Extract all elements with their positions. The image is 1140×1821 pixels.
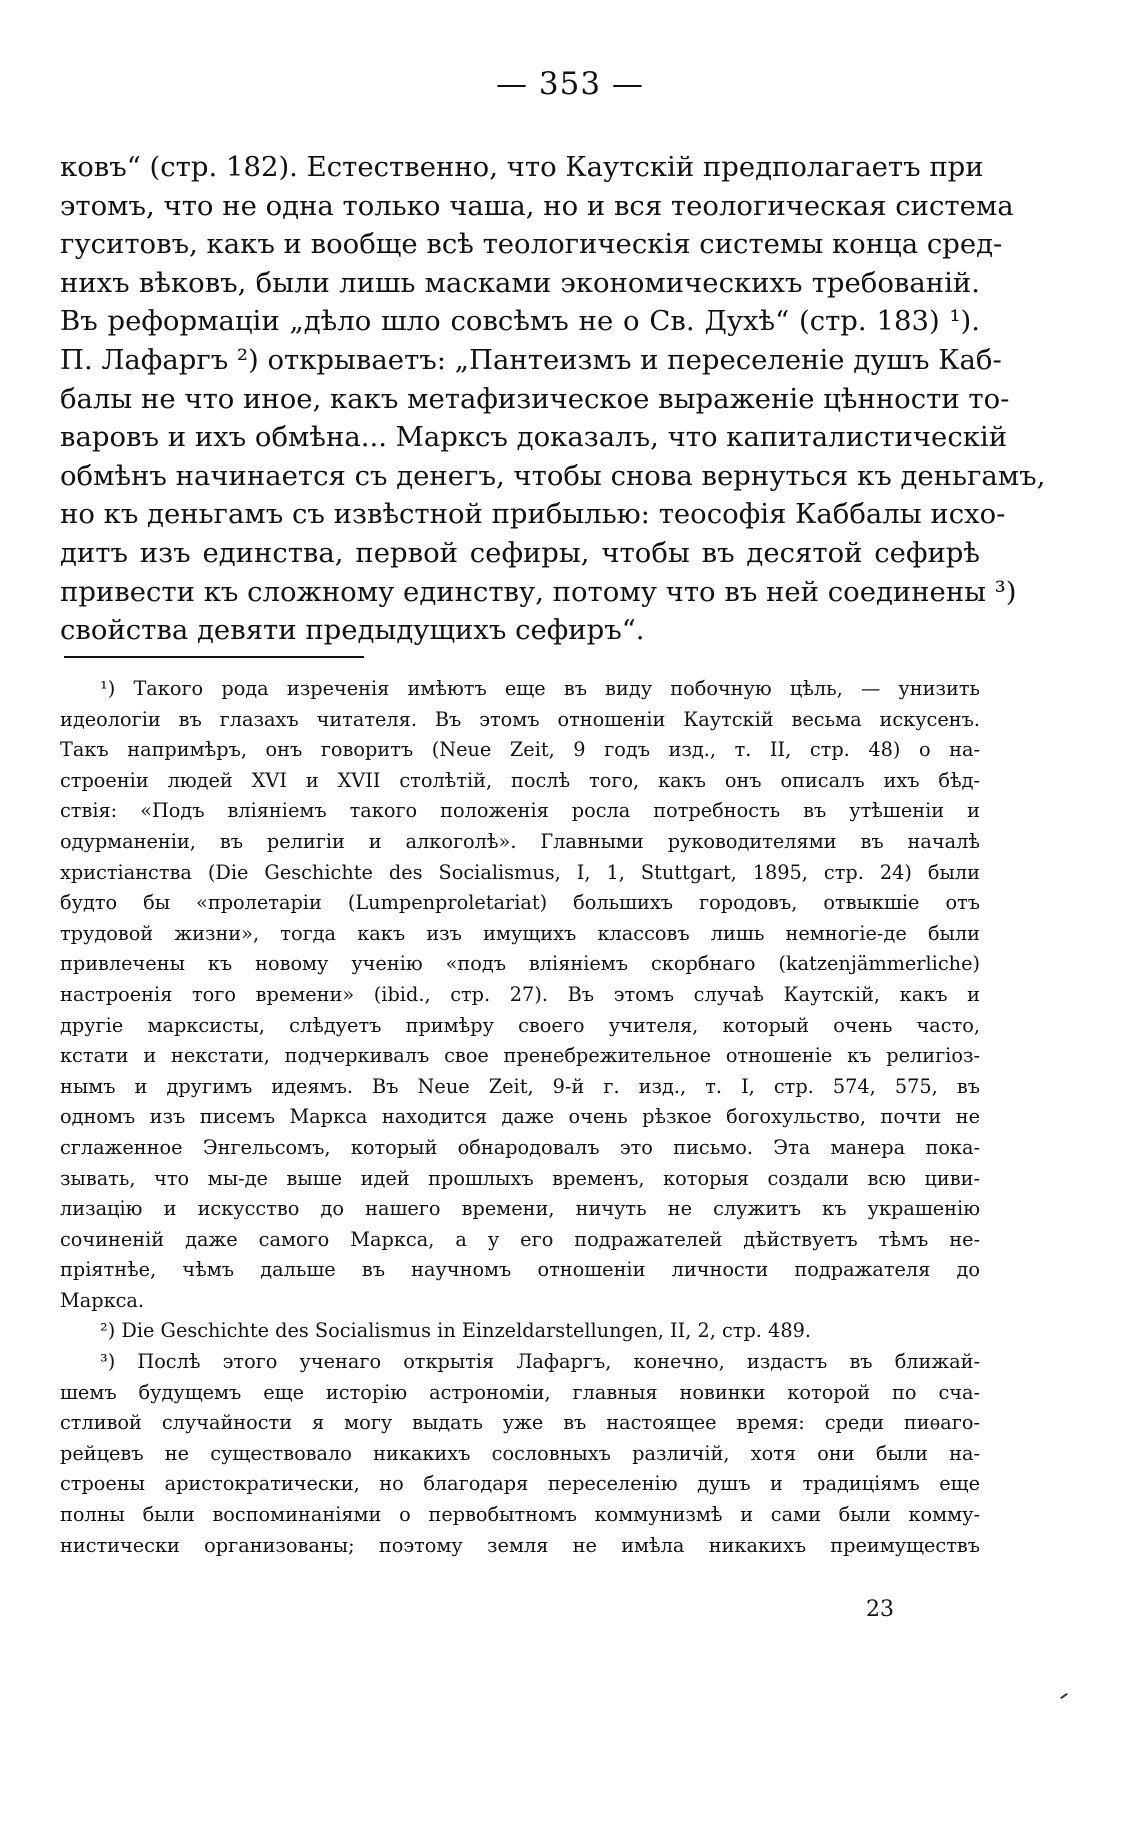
main-text-block [60, 148, 1046, 650]
footnote-line: Такъ напримѣръ, онъ говоритъ (Neue Zeit, 9 годъ изд., т. II, стр. 48) о на- [60, 738, 980, 762]
footnote-line: ¹) Такого рода изреченія имѣютъ еще въ виду побочную цѣль, — унизить [100, 677, 980, 700]
footnote-line: рейцевъ не существовало никакихъ сословныхъ различій, хотя они были на- [60, 1441, 980, 1465]
footnote-line: Маркса. [60, 1288, 145, 1312]
footnote-line: настроенія того времени» (ibid., стр. 27). Въ этомъ случаѣ Каутскій, какъ и [60, 982, 980, 1006]
text-line: этомъ, что не одна только чаша, но и вся теологическая система [60, 189, 1014, 222]
footnote-line: строены аристократически, но благодаря переселенію душъ и традиціямъ еще [60, 1472, 980, 1496]
text-line: но къ деньгамъ съ извѣстной прибылью: теософія Каббалы исхо- [60, 498, 1006, 531]
text-line: балы не что иное, какъ метафизическое выраженіе цѣнности то- [60, 382, 1010, 415]
footnote-line: христіанства (Die Geschichte des Socialismus, I, 1, Stuttgart, 1895, стр. 24) были [60, 860, 980, 884]
stray-mark [1060, 1693, 1068, 1699]
text-line: нихъ вѣковъ, были лишь масками экономическихъ требованій. [60, 266, 980, 299]
footnote-line: нистически организованы; поэтому земля не имѣла никакихъ преимуществъ [60, 1533, 980, 1557]
footnote-line: ствія: «Подъ вліяніемъ такого положенія росла потребность въ утѣшеніи и [60, 799, 980, 823]
footnote-line: стливой случайности я могу выдать уже въ настоящее время: среди пиѳаго- [60, 1411, 980, 1435]
text-line: дитъ изъ единства, первой сефиры, чтобы въ десятой сефирѣ [60, 536, 980, 569]
page-number: — 353 — [496, 66, 644, 102]
footnote-line: пріятнѣе, чѣмъ дальше въ научномъ отношеніи личности подражателя до [60, 1258, 980, 1282]
footnote-line: другіе марксисты, слѣдуетъ примѣру своего учителя, который очень часто, [60, 1013, 980, 1037]
footnote-line: одурманеніи, въ религіи и алкоголѣ». Главными руководителями въ началѣ [60, 829, 980, 853]
footnote-line: полны были воспоминаніями о первобытномъ коммунизмѣ и сами были комму- [60, 1503, 980, 1527]
footnote-line: будто бы «пролетаріи (Lumpenproletariat) большихъ городовъ, отвыкшіе отъ [60, 891, 980, 915]
footnote-line: идеологіи въ глазахъ читателя. Въ этомъ отношеніи Каутскій весьма искусенъ. [60, 707, 980, 731]
footnote-separator [64, 656, 364, 658]
footnote-line: привлечены къ новому ученію «подъ вліяніемъ скорбнаго (katzenjämmerliche) [60, 952, 980, 976]
text-line: привести къ сложному единству, потому что въ ней соединены ³) [60, 575, 1017, 608]
footnote-line: сочиненій даже самого Маркса, а у его подражателей дѣйствуетъ тѣмъ не- [60, 1227, 980, 1251]
text-line: ковъ“ (стр. 182). Естественно, что Каутскій предполагаетъ при [60, 151, 984, 183]
footnote-line: ²) Die Geschichte des Socialismus in Einzeldarstellungen, II, 2, стр. 489. [100, 1319, 811, 1343]
printer-signature: 23 [866, 1597, 894, 1622]
footnote-line: сглаженное Энгельсомъ, который обнародовалъ это письмо. Эта манера пока- [60, 1135, 980, 1159]
footnote-line: нымъ и другимъ идеямъ. Въ Neue Zeit, 9-й г. изд., т. I, стр. 574, 575, въ [60, 1074, 980, 1098]
footnotes-block [60, 674, 980, 1561]
footnote-line: зывать, что мы-де выше идей прошлыхъ временъ, которыя создали всю циви- [60, 1166, 980, 1190]
text-line: П. Лафаргъ ²) открываетъ: „Пантеизмъ и переселеніе душъ Каб- [60, 343, 1002, 376]
text-line: Въ реформаціи „дѣло шло совсѣмъ не о Св. Духѣ“ (стр. 183) ¹). [60, 305, 980, 338]
text-line: варовъ и ихъ обмѣна... Марксъ доказалъ, что капиталистическій [60, 421, 1008, 454]
text-line: гуситовъ, какъ и вообще всѣ теологическія системы конца сред- [60, 228, 1003, 261]
footnote-line: лизацію и искусство до нашего времени, ничуть не служитъ къ украшенію [60, 1197, 980, 1221]
footnote-line: трудовой жизни», тогда какъ изъ имущихъ классовъ лишь немногіе-де были [60, 921, 980, 945]
footnote-line: кстати и некстати, подчеркивалъ свое пренебрежительное отношеніе къ религіоз- [60, 1044, 980, 1068]
footnote-line: шемъ будущемъ еще исторію астрономіи, главныя новинки которой по сча- [60, 1380, 980, 1404]
text-line: обмѣнъ начинается съ денегъ, чтобы снова вернуться къ деньгамъ, [60, 459, 1046, 492]
footnote-line: ³) Послѣ этого ученаго открытія Лафаргъ, конечно, издастъ въ ближай- [100, 1350, 980, 1374]
footnote-line: строеніи людей XVI и XVII столѣтій, послѣ того, какъ онъ описалъ ихъ бѣд- [60, 768, 980, 792]
footnote-line: одномъ изъ писемъ Маркса находится даже очень рѣзкое богохульство, почти не [60, 1105, 980, 1129]
text-line: свойства девяти предыдущихъ сефиръ“. [60, 614, 645, 647]
